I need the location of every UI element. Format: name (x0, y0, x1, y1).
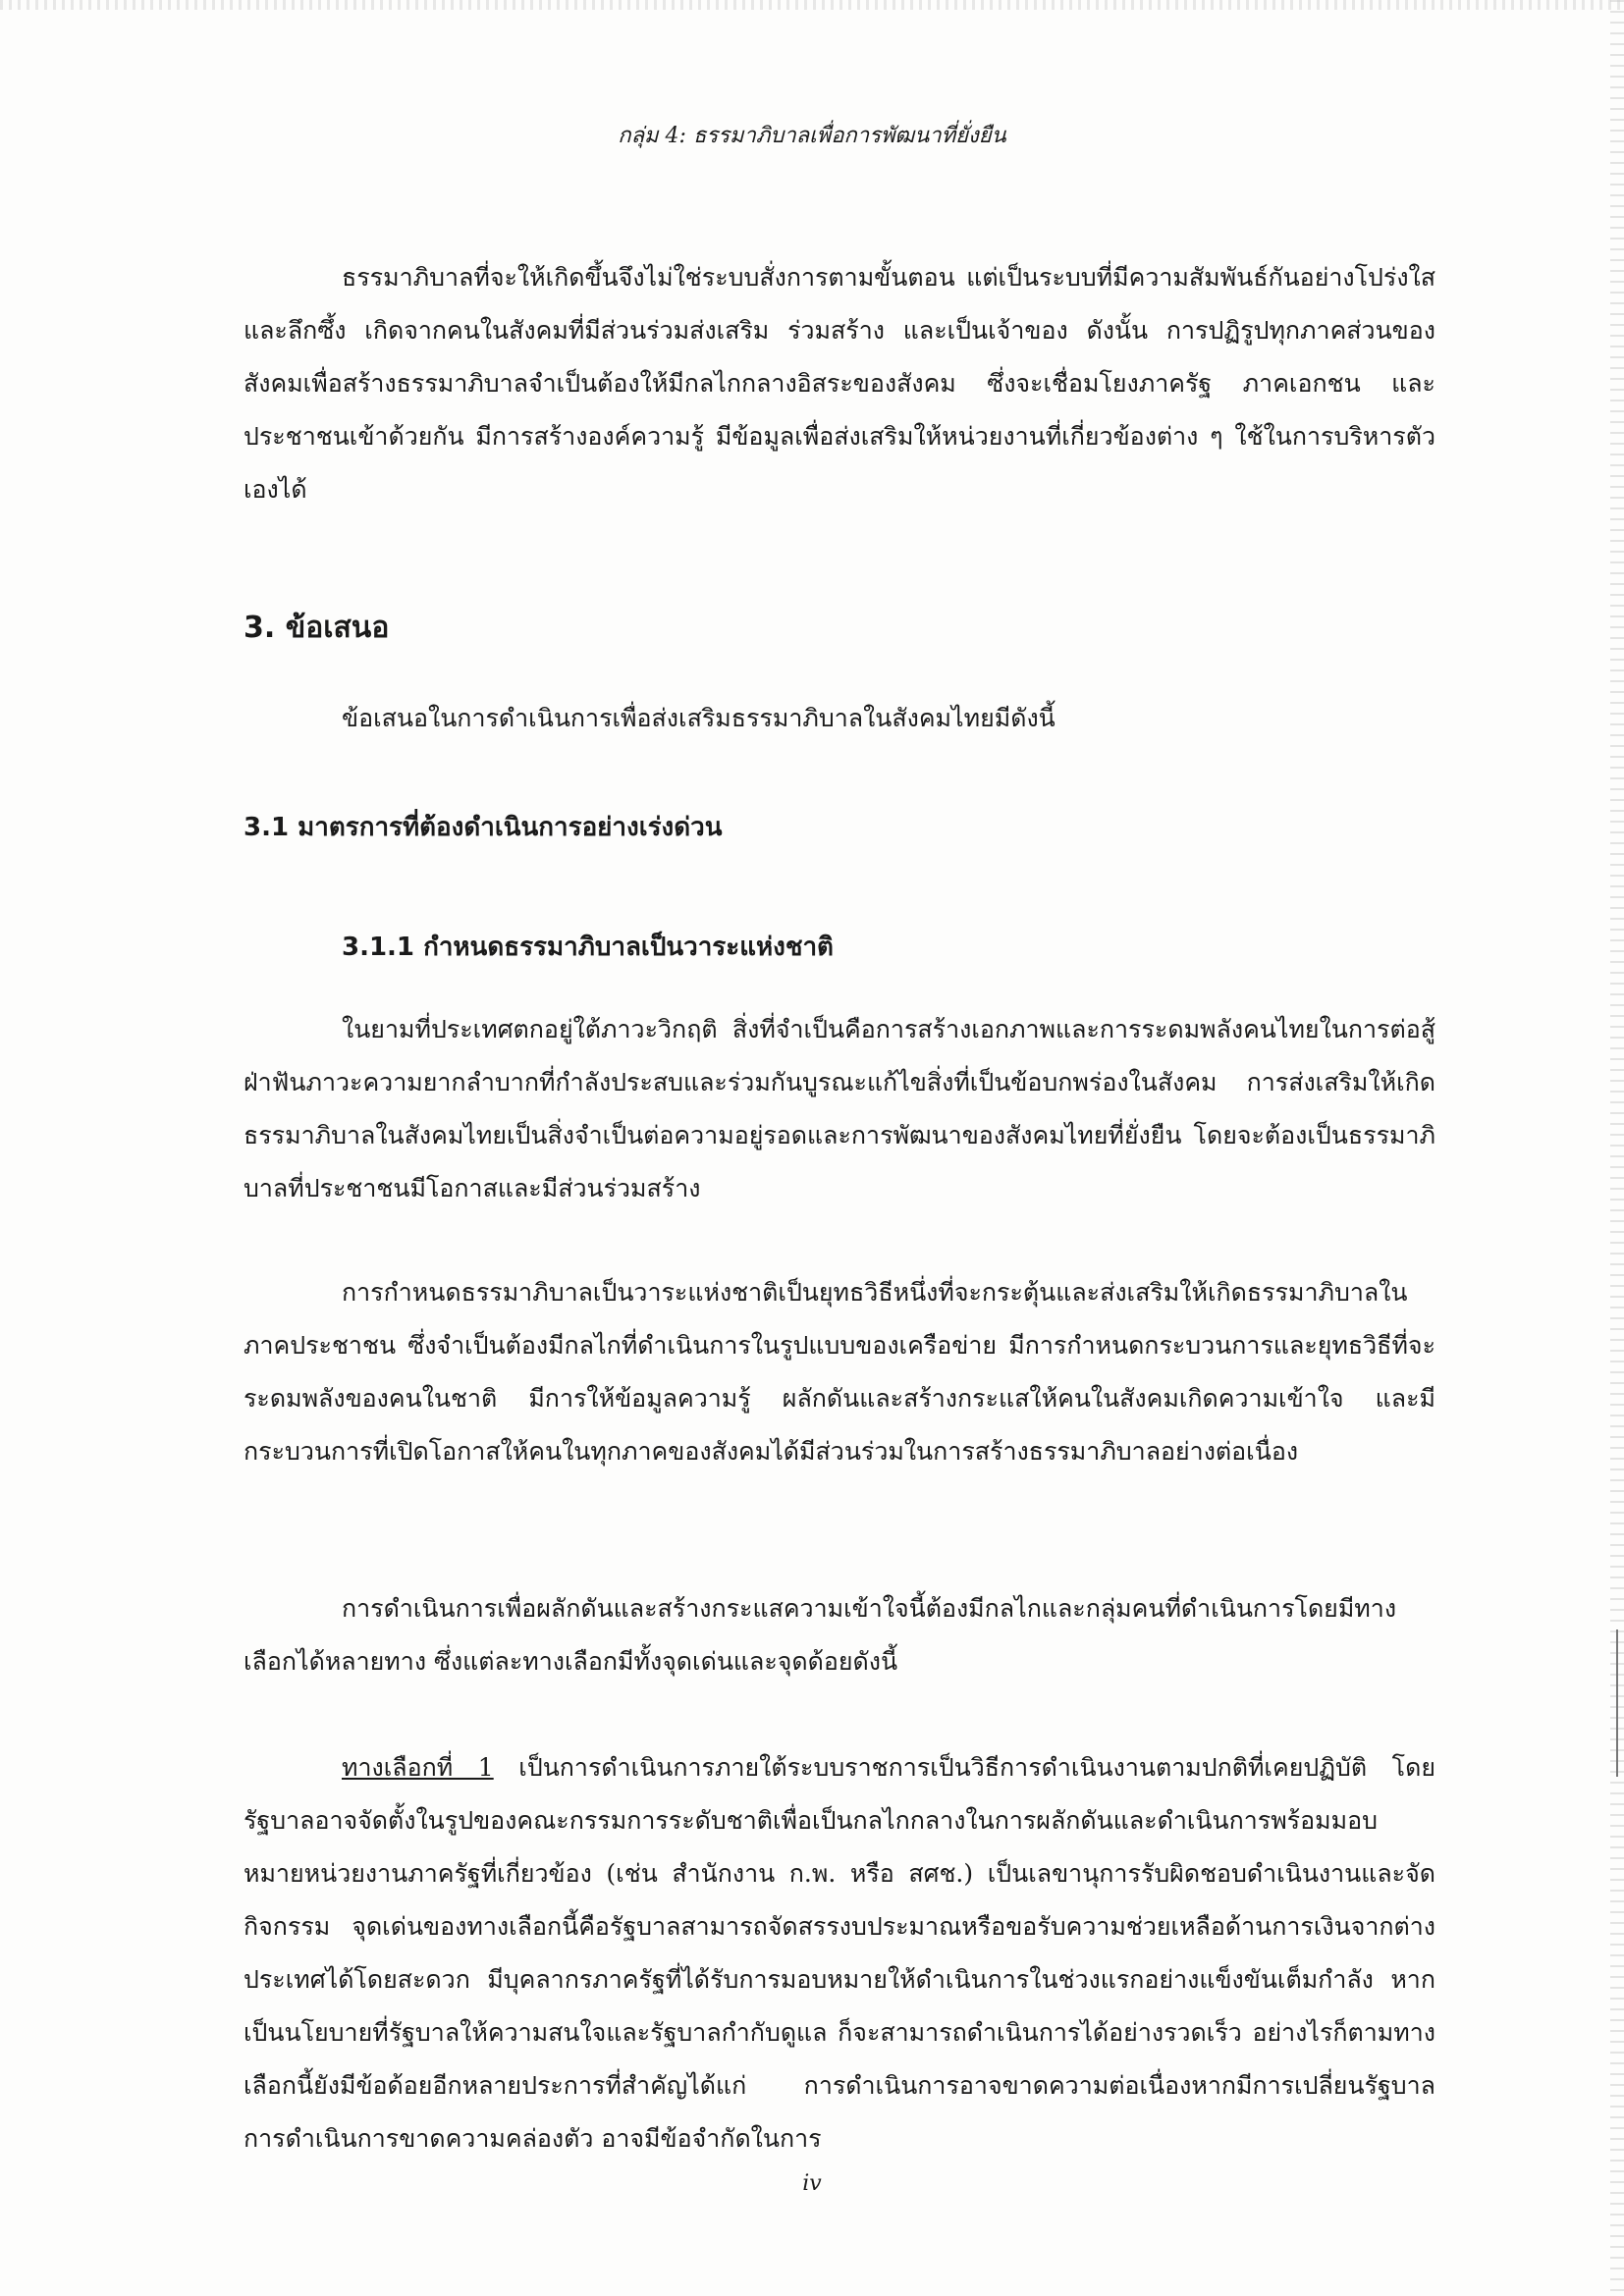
paragraph-options-intro (244, 1582, 1435, 1688)
paragraph-national-agenda (244, 1266, 1435, 1478)
running-header: กลุ่ม 4: ธรรมาภิบาลเพื่อการพัฒนาที่ยั่งยืน (618, 124, 1006, 148)
paragraph-crisis (244, 1003, 1435, 1215)
section-3-1-1-heading: 3.1.1 กำหนดธรรมาภิบาลเป็นวาระแห่งชาติ (342, 933, 834, 962)
page-number: iv (802, 2171, 822, 2196)
option-1-label: ทางเลือกที่ 1 (342, 1753, 494, 1782)
paragraph-crisis-text: ในยามที่ประเทศตกอยู่ใต้ภาวะวิกฤติ สิ่งที่จำเป็นคือการสร้างเอกภาพและการระดมพลังคนไทยในการต่อสู้ฝ่าฟันภาวะความยากลำบากที่กำลังประสบและร่วมกันบูรณะแก้ไขสิ่งที่เป็นข้อบกพร่องในสังคม การส่งเสริมให้เกิดธรรมาภิบาลในสังคมไทยเป็นสิ่งจำเป็นต่อความอยู่รอดและการพัฒนาของสังคมไทยที่ยั่งยืน โดยจะต้องเป็นธรรมาภิบาลที่ประชาชนมีโอกาสและมีส่วนร่วมสร้าง (244, 1015, 1435, 1202)
intro-paragraph-text: ธรรมาภิบาลที่จะให้เกิดขึ้นจึงไม่ใช่ระบบสั่งการตามขั้นตอน แต่เป็นระบบที่มีความสัมพันธ์กันอย่างโปร่งใสและลึกซึ้ง เกิดจากคนในสังคมที่มีส่วนร่วมส่งเสริม ร่วมสร้าง และเป็นเจ้าของ ดังนั้น การปฏิรูปทุกภาคส่วนของสังคมเพื่อสร้างธรรมาภิบาลจำเป็นต้องให้มีกลไกกลางอิสระของสังคม ซึ่งจะเชื่อมโยงภาครัฐ ภาคเอกชน และประชาชนเข้าด้วยกัน มีการสร้างองค์ความรู้ มีข้อมูลเพื่อส่งเสริมให้หน่วยงานที่เกี่ยวข้องต่าง ๆ ใช้ในการบริหารตัวเองได้ (244, 263, 1435, 504)
paragraph-option-1 (244, 1741, 1435, 2165)
scan-artifact-top (0, 0, 1624, 10)
intro-paragraph (244, 251, 1435, 516)
section-3-heading: 3. ข้อเสนอ (244, 611, 390, 645)
section-3-lead: ข้อเสนอในการดำเนินการเพื่อส่งเสริมธรรมาภิบาลในสังคมไทยมีดังนี้ (342, 704, 1056, 732)
option-1-text: เป็นการดำเนินการภายใต้ระบบราชการเป็นวิธีการดำเนินงานตามปกติที่เคยปฏิบัติ โดยรัฐบาลอาจจัดตั้งในรูปของคณะกรรมการระดับชาติเพื่อเป็นกลไกกลางในการผลักดันและดำเนินการพร้อมมอบหมายหน่วยงานภาครัฐที่เกี่ยวข้อง (เช่น สำนักงาน ก.พ. หรือ สศช.) เป็นเลขานุการรับผิดชอบดำเนินงานและจัดกิจกรรม จุดเด่นของทางเลือกนี้คือรัฐบาลสามารถจัดสรรงบประมาณหรือขอรับความช่วยเหลือด้านการเงินจากต่างประเทศได้โดยสะดวก มีบุคลากรภาครัฐที่ได้รับการมอบหมายให้ดำเนินการในช่วงแรกอย่างแข็งขันเต็มกำลัง หากเป็นนโยบายที่รัฐบาลให้ความสนใจและรัฐบาลกำกับดูแล ก็จะสามารถดำเนินการได้อย่างรวดเร็ว อย่างไรก็ตามทางเลือกนี้ยังมีข้อด้อยอีกหลายประการที่สำคัญได้แก่ การดำเนินการอาจขาดความต่อเนื่องหากมีการเปลี่ยนรัฐบาล การดำเนินการขาดความคล่องตัว อาจมีข้อจำกัดในการ (244, 1753, 1435, 2153)
section-3-1-heading: 3.1 มาตรการที่ต้องดำเนินการอย่างเร่งด่วน (244, 813, 723, 842)
scan-artifact-mark (1616, 1629, 1618, 1777)
scan-artifact-right (1610, 0, 1624, 2296)
paragraph-national-agenda-text: การกำหนดธรรมาภิบาลเป็นวาระแห่งชาติเป็นยุทธวิธีหนึ่งที่จะกระตุ้นและส่งเสริมให้เกิดธรรมาภิบาลในภาคประชาชน ซึ่งจำเป็นต้องมีกลไกที่ดำเนินการในรูปแบบของเครือข่าย มีการกำหนดกระบวนการและยุทธวิธีที่จะระดมพลังของคนในชาติ มีการให้ข้อมูลความรู้ ผลักดันและสร้างกระแสให้คนในสังคมเกิดความเข้าใจ และมีกระบวนการที่เปิดโอกาสให้คนในทุกภาคของสังคมได้มีส่วนร่วมในการสร้างธรรมาภิบาลอย่างต่อเนื่อง (244, 1278, 1435, 1466)
paragraph-options-intro-text: การดำเนินการเพื่อผลักดันและสร้างกระแสความเข้าใจนี้ต้องมีกลไกและกลุ่มคนที่ดำเนินการโดยมีทางเลือกได้หลายทาง ซึ่งแต่ละทางเลือกมีทั้งจุดเด่นและจุดด้อยดังนี้ (244, 1594, 1397, 1676)
